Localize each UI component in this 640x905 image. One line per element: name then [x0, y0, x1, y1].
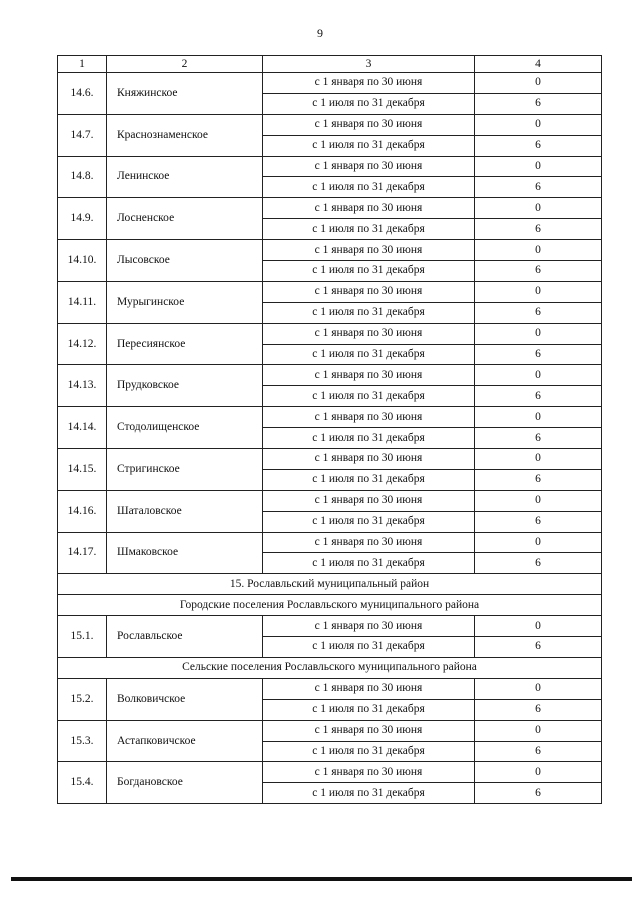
value-cell: 6: [475, 469, 602, 490]
value-cell: 0: [475, 365, 602, 386]
period-cell: с 1 января по 30 июня: [263, 198, 475, 219]
table-row: [58, 449, 602, 470]
period-cell: с 1 июля по 31 декабря: [263, 93, 475, 114]
section-heading: 15. Рославльский муниципальный район: [58, 574, 602, 595]
value-cell: 0: [475, 407, 602, 428]
value-cell: 0: [475, 323, 602, 344]
settlement-name: Стригинское: [107, 449, 263, 491]
period-cell: с 1 января по 30 июня: [263, 365, 475, 386]
settlement-name: Богдановское: [107, 762, 263, 804]
table-body: [58, 56, 602, 804]
table-row: [58, 616, 602, 637]
table-row: [58, 73, 602, 94]
period-cell: с 1 июля по 31 декабря: [263, 511, 475, 532]
value-cell: 6: [475, 637, 602, 658]
table-header-row: [58, 56, 602, 73]
section-row: [58, 574, 602, 595]
period-cell: с 1 июля по 31 декабря: [263, 219, 475, 240]
settlement-name: Рославльское: [107, 616, 263, 658]
value-cell: 0: [475, 616, 602, 637]
period-cell: с 1 января по 30 июня: [263, 449, 475, 470]
value-cell: 0: [475, 73, 602, 94]
section-heading: Сельские поселения Рославльского муниципального района: [58, 657, 602, 678]
period-cell: с 1 июля по 31 декабря: [263, 469, 475, 490]
row-number: 14.6.: [58, 73, 107, 115]
row-number: 15.3.: [58, 720, 107, 762]
page-number: 9: [317, 26, 323, 40]
row-number: 14.16.: [58, 490, 107, 532]
value-cell: 6: [475, 741, 602, 762]
settlement-name: Пересиянское: [107, 323, 263, 365]
settlement-name: Стодолищенское: [107, 407, 263, 449]
row-number: 14.8.: [58, 156, 107, 198]
table-row: [58, 240, 602, 261]
value-cell: 0: [475, 281, 602, 302]
value-cell: 0: [475, 720, 602, 741]
value-cell: 0: [475, 678, 602, 699]
row-number: 14.14.: [58, 407, 107, 449]
period-cell: с 1 июля по 31 декабря: [263, 261, 475, 282]
table-row: [58, 720, 602, 741]
row-number: 14.9.: [58, 198, 107, 240]
table-row: [58, 114, 602, 135]
settlement-name: Лосненское: [107, 198, 263, 240]
row-number: 14.10.: [58, 240, 107, 282]
section-row: [58, 657, 602, 678]
value-cell: 6: [475, 783, 602, 804]
settlement-name: Княжинское: [107, 73, 263, 115]
row-number: 14.12.: [58, 323, 107, 365]
row-number: 14.7.: [58, 114, 107, 156]
settlement-name: Прудковское: [107, 365, 263, 407]
value-cell: 0: [475, 156, 602, 177]
value-cell: 0: [475, 532, 602, 553]
table-row: [58, 156, 602, 177]
settlement-name: Волковичское: [107, 678, 263, 720]
settlement-name: Шаталовское: [107, 490, 263, 532]
value-cell: 0: [475, 762, 602, 783]
value-cell: 6: [475, 177, 602, 198]
period-cell: с 1 января по 30 июня: [263, 490, 475, 511]
settlement-name: Мурыгинское: [107, 281, 263, 323]
period-cell: с 1 июля по 31 декабря: [263, 344, 475, 365]
value-cell: 6: [475, 344, 602, 365]
header-cell-1: 1: [58, 56, 107, 73]
period-cell: с 1 января по 30 июня: [263, 762, 475, 783]
period-cell: с 1 июля по 31 декабря: [263, 302, 475, 323]
table-row: [58, 490, 602, 511]
table-row: [58, 281, 602, 302]
period-cell: с 1 июля по 31 декабря: [263, 386, 475, 407]
period-cell: с 1 июля по 31 декабря: [263, 783, 475, 804]
header-cell-4: 4: [475, 56, 602, 73]
row-number: 15.2.: [58, 678, 107, 720]
period-cell: с 1 января по 30 июня: [263, 532, 475, 553]
value-cell: 6: [475, 219, 602, 240]
table-row: [58, 323, 602, 344]
settlement-name: Астапковичское: [107, 720, 263, 762]
footer-rule: [11, 877, 632, 881]
period-cell: с 1 июля по 31 декабря: [263, 553, 475, 574]
table-row: [58, 762, 602, 783]
value-cell: 6: [475, 511, 602, 532]
period-cell: с 1 июля по 31 декабря: [263, 741, 475, 762]
period-cell: с 1 января по 30 июня: [263, 73, 475, 94]
table-row: [58, 407, 602, 428]
row-number: 14.11.: [58, 281, 107, 323]
period-cell: с 1 января по 30 июня: [263, 407, 475, 428]
period-cell: с 1 июля по 31 декабря: [263, 135, 475, 156]
value-cell: 6: [475, 302, 602, 323]
value-cell: 0: [475, 198, 602, 219]
settlement-name: Лысовское: [107, 240, 263, 282]
row-number: 14.15.: [58, 449, 107, 491]
period-cell: с 1 января по 30 июня: [263, 114, 475, 135]
value-cell: 0: [475, 449, 602, 470]
period-cell: с 1 января по 30 июня: [263, 678, 475, 699]
period-cell: с 1 января по 30 июня: [263, 616, 475, 637]
period-cell: с 1 января по 30 июня: [263, 720, 475, 741]
row-number: 15.1.: [58, 616, 107, 658]
section-heading: Городские поселения Рославльского муниципального района: [58, 595, 602, 616]
header-cell-3: 3: [263, 56, 475, 73]
table-row: [58, 678, 602, 699]
settlement-name: Ленинское: [107, 156, 263, 198]
table-row: [58, 365, 602, 386]
table-row: [58, 198, 602, 219]
period-cell: с 1 января по 30 июня: [263, 323, 475, 344]
tariff-table: [57, 55, 602, 804]
period-cell: с 1 января по 30 июня: [263, 240, 475, 261]
value-cell: 6: [475, 699, 602, 720]
settlement-name: Шмаковское: [107, 532, 263, 574]
settlement-name: Краснознаменское: [107, 114, 263, 156]
value-cell: 0: [475, 240, 602, 261]
value-cell: 6: [475, 553, 602, 574]
value-cell: 0: [475, 490, 602, 511]
value-cell: 0: [475, 114, 602, 135]
period-cell: с 1 июля по 31 декабря: [263, 177, 475, 198]
value-cell: 6: [475, 135, 602, 156]
value-cell: 6: [475, 386, 602, 407]
row-number: 14.13.: [58, 365, 107, 407]
section-row: [58, 595, 602, 616]
row-number: 15.4.: [58, 762, 107, 804]
value-cell: 6: [475, 261, 602, 282]
value-cell: 6: [475, 428, 602, 449]
header-cell-2: 2: [107, 56, 263, 73]
value-cell: 6: [475, 93, 602, 114]
table-row: [58, 532, 602, 553]
period-cell: с 1 января по 30 июня: [263, 156, 475, 177]
period-cell: с 1 июля по 31 декабря: [263, 428, 475, 449]
row-number: 14.17.: [58, 532, 107, 574]
period-cell: с 1 июля по 31 декабря: [263, 699, 475, 720]
period-cell: с 1 июля по 31 декабря: [263, 637, 475, 658]
period-cell: с 1 января по 30 июня: [263, 281, 475, 302]
